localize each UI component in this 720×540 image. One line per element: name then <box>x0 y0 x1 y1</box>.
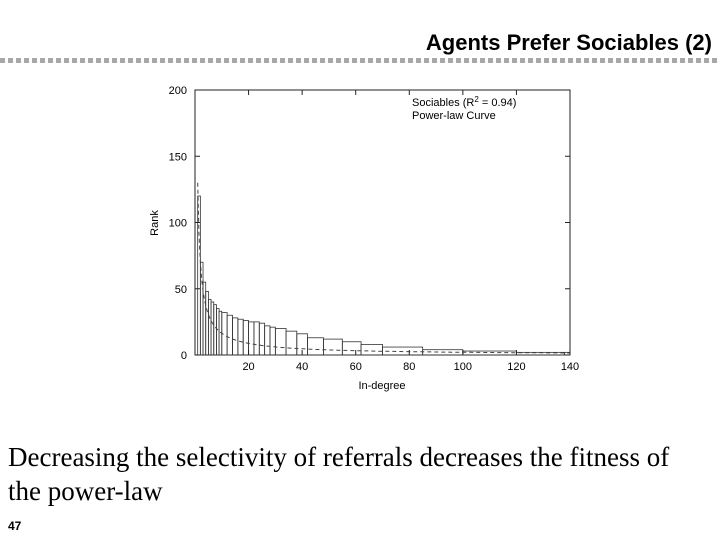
page-number: 47 <box>8 519 22 533</box>
rule-dot <box>488 58 493 63</box>
bar <box>275 329 286 356</box>
rule-dot <box>632 58 637 63</box>
rule-dot <box>448 58 453 63</box>
bar <box>308 338 324 355</box>
bar <box>270 327 275 355</box>
bar <box>249 322 254 355</box>
bar <box>216 309 219 355</box>
x-axis-label: In-degree <box>358 380 406 392</box>
rule-dot <box>376 58 381 63</box>
rule-dot <box>440 58 445 63</box>
bar <box>265 326 270 355</box>
rule-dot <box>32 58 37 63</box>
rule-dot <box>320 58 325 63</box>
bar <box>214 305 217 355</box>
rule-dot <box>248 58 253 63</box>
rule-dot <box>264 58 269 63</box>
axis-ticks <box>169 85 580 373</box>
rule-dot <box>16 58 21 63</box>
rule-dot <box>112 58 117 63</box>
bar <box>233 318 238 355</box>
rule-dot <box>408 58 413 63</box>
bar <box>203 282 206 355</box>
rule-dot <box>40 58 45 63</box>
rule-dot <box>384 58 389 63</box>
bar <box>324 339 343 355</box>
x-tick-label: 140 <box>560 361 580 373</box>
rule-dot <box>224 58 229 63</box>
rule-dot <box>464 58 469 63</box>
plot-frame <box>195 90 570 355</box>
rule-dot <box>352 58 357 63</box>
x-tick-label: 80 <box>403 361 416 373</box>
legend-curve-label: Power-law Curve <box>412 110 496 122</box>
bar <box>361 344 382 355</box>
bar <box>286 331 297 355</box>
rule-dot <box>192 58 197 63</box>
rule-dot <box>624 58 629 63</box>
rule-dot <box>640 58 645 63</box>
rule-dot <box>520 58 525 63</box>
rule-dot <box>136 58 141 63</box>
rule-dot <box>400 58 405 63</box>
rule-dot <box>296 58 301 63</box>
rule-dot <box>184 58 189 63</box>
legend-series-superscript: 2 <box>474 95 479 104</box>
rule-dot <box>560 58 565 63</box>
rule-dot <box>344 58 349 63</box>
rule-dot <box>360 58 365 63</box>
rule-dot <box>552 58 557 63</box>
rule-dot <box>600 58 605 63</box>
rule-dot <box>272 58 277 63</box>
rule-dot <box>24 58 29 63</box>
rule-dot <box>528 58 533 63</box>
rule-dot <box>64 58 69 63</box>
legend-series-label <box>412 95 516 109</box>
rule-dot <box>432 58 437 63</box>
rule-dot <box>616 58 621 63</box>
x-tick-label: 60 <box>349 361 362 373</box>
rule-dot <box>664 58 669 63</box>
y-tick-label: 50 <box>174 283 187 296</box>
rule-dot <box>120 58 125 63</box>
rule-dot <box>456 58 461 63</box>
x-tick-label: 20 <box>242 361 255 373</box>
rule-dot <box>256 58 261 63</box>
rule-dot <box>480 58 485 63</box>
rule-dot <box>592 58 597 63</box>
rule-dot <box>280 58 285 63</box>
rule-dot <box>128 58 133 63</box>
rule-dot <box>144 58 149 63</box>
rule-dot <box>8 58 13 63</box>
y-tick-label: 200 <box>168 85 187 97</box>
slide-title: Agents Prefer Sociables (2) <box>425 30 712 55</box>
rule-dot <box>0 58 5 63</box>
x-tick-label: 120 <box>507 361 526 373</box>
rule-dot <box>216 58 221 63</box>
rule-dot <box>704 58 709 63</box>
slide-caption: Decreasing the selectivity of referrals decreases the fitness of the power-law <box>8 442 670 506</box>
y-tick-label: 150 <box>168 151 187 164</box>
bar <box>238 319 243 355</box>
rule-dot <box>152 58 157 63</box>
rule-dot <box>96 58 101 63</box>
rule-dot <box>648 58 653 63</box>
bar <box>211 302 214 355</box>
bar <box>227 315 232 355</box>
rule-dot <box>568 58 573 63</box>
x-tick-label: 100 <box>453 361 473 373</box>
bar <box>254 322 259 355</box>
rule-dot <box>496 58 501 63</box>
rule-dot <box>240 58 245 63</box>
rule-dot <box>576 58 581 63</box>
rule-dot <box>48 58 53 63</box>
bar <box>243 321 248 355</box>
bar <box>206 291 209 355</box>
rule-dot <box>312 58 317 63</box>
rule-dot <box>200 58 205 63</box>
data-bars <box>198 196 570 355</box>
rule-dot <box>304 58 309 63</box>
y-tick-label: 100 <box>168 217 187 230</box>
y-tick-label: 0 <box>180 350 187 362</box>
title-dotted-rule <box>0 58 720 66</box>
legend-series-prefix: Sociables (R <box>412 97 475 109</box>
bar <box>342 342 361 355</box>
bar <box>259 323 264 355</box>
rule-dot <box>328 58 333 63</box>
rule-dot <box>688 58 693 63</box>
rule-dot <box>176 58 181 63</box>
bar <box>208 299 211 355</box>
rule-dot <box>608 58 613 63</box>
rule-dot <box>208 58 213 63</box>
rule-dot <box>472 58 477 63</box>
rule-dot <box>504 58 509 63</box>
rule-dot <box>288 58 293 63</box>
x-tick-label: 40 <box>296 361 309 373</box>
legend <box>412 95 516 122</box>
rule-dot <box>536 58 541 63</box>
rule-dot <box>368 58 373 63</box>
bar <box>463 351 517 355</box>
rule-dot <box>696 58 701 63</box>
rule-dot <box>584 58 589 63</box>
rule-dot <box>712 58 717 63</box>
rule-dot <box>512 58 517 63</box>
rule-dot <box>72 58 77 63</box>
rule-dot <box>336 58 341 63</box>
legend-series-suffix: = 0.94) <box>478 97 517 109</box>
rule-dot <box>80 58 85 63</box>
y-axis-label: Rank <box>149 210 161 236</box>
rule-dot <box>424 58 429 63</box>
rule-dot <box>416 58 421 63</box>
rule-dot <box>56 58 61 63</box>
rule-dot <box>104 58 109 63</box>
rule-dot <box>680 58 685 63</box>
rule-dot <box>88 58 93 63</box>
rule-dot <box>160 58 165 63</box>
rule-dot <box>672 58 677 63</box>
rule-dot <box>232 58 237 63</box>
rule-dot <box>168 58 173 63</box>
rank-vs-indegree-chart <box>140 78 590 398</box>
rule-dot <box>544 58 549 63</box>
rule-dot <box>656 58 661 63</box>
rule-dot <box>392 58 397 63</box>
